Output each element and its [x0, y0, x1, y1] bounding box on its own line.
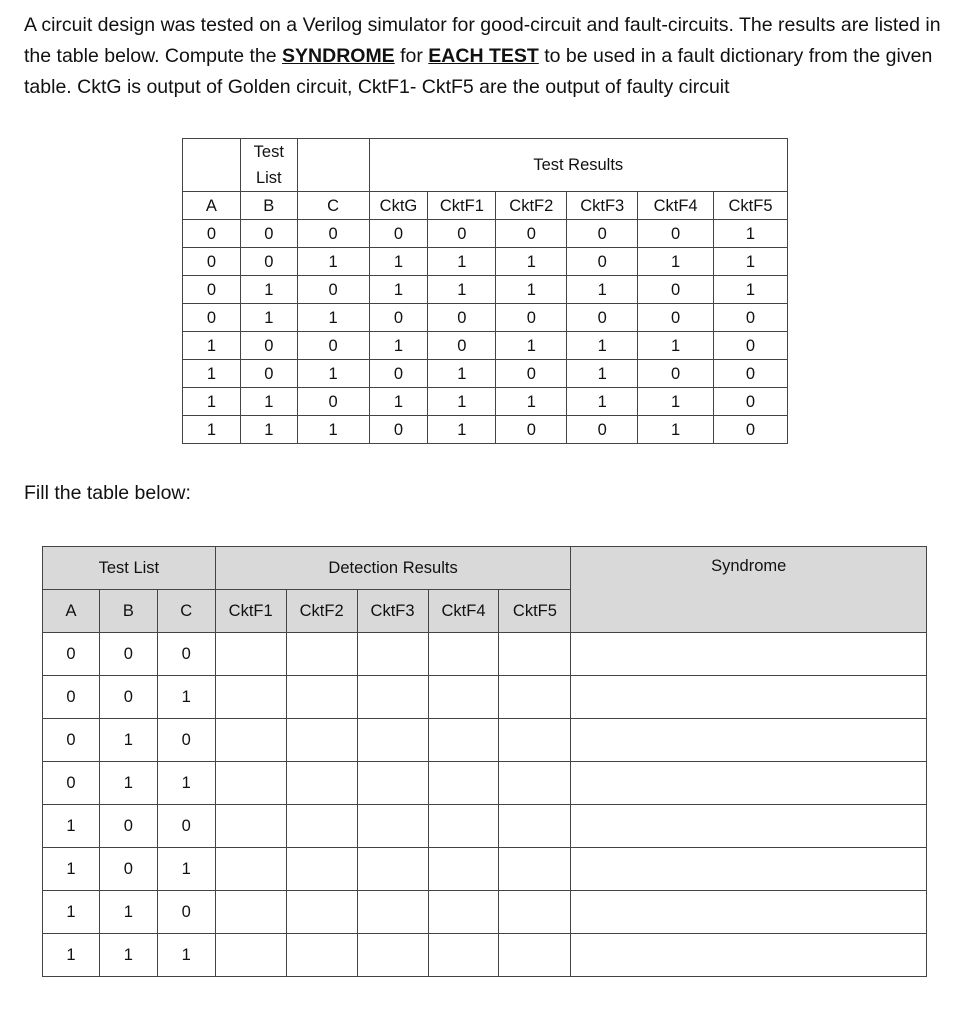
table-row — [43, 719, 927, 762]
table-cell: 1 — [183, 332, 241, 360]
syndrome-cell[interactable] — [571, 891, 927, 934]
test-list-group-header: Test List — [240, 139, 297, 192]
detection-cell-cktf3[interactable] — [357, 891, 428, 934]
syndrome-cell[interactable] — [571, 934, 927, 977]
group-header-row — [43, 547, 927, 590]
detection-cell-cktf3[interactable] — [357, 633, 428, 676]
table-cell: 0 — [714, 332, 788, 360]
table-row — [43, 633, 927, 676]
table-row — [43, 891, 927, 934]
table-cell: 0 — [369, 360, 428, 388]
column-header: C — [297, 192, 369, 220]
detection-cell-cktf2[interactable] — [286, 848, 357, 891]
table-cell: 0 — [183, 220, 241, 248]
detection-cell-cktf5[interactable] — [499, 762, 571, 805]
column-header: CktF5 — [499, 590, 571, 633]
syndrome-cell[interactable] — [571, 762, 927, 805]
table-cell: 1 — [428, 388, 496, 416]
detection-cell-cktf3[interactable] — [357, 934, 428, 977]
detection-cell-cktf2[interactable] — [286, 934, 357, 977]
table-cell: 0 — [567, 248, 638, 276]
table-cell: 0 — [428, 304, 496, 332]
detection-cell-cktf2[interactable] — [286, 891, 357, 934]
detection-cell-cktf4[interactable] — [428, 934, 499, 977]
table-cell: 1 — [369, 276, 428, 304]
detection-cell-cktf1[interactable] — [215, 934, 286, 977]
syndrome-cell[interactable] — [571, 633, 927, 676]
syndrome-cell[interactable] — [571, 676, 927, 719]
detection-cell-cktf5[interactable] — [499, 676, 571, 719]
table-cell: 0 — [240, 360, 297, 388]
table-cell: 1 — [297, 360, 369, 388]
detection-cell-cktf5[interactable] — [499, 805, 571, 848]
table-cell: 1 — [428, 276, 496, 304]
detection-cell-cktf1[interactable] — [215, 805, 286, 848]
table-cell: 0 — [638, 220, 714, 248]
table-cell: 0 — [240, 248, 297, 276]
table-cell: 1 — [297, 416, 369, 444]
syndrome-table — [42, 546, 927, 977]
column-header: B — [240, 192, 297, 220]
detection-cell-cktf1[interactable] — [215, 676, 286, 719]
table-row — [183, 276, 788, 304]
table-cell: 0 — [428, 220, 496, 248]
detection-cell-cktf5[interactable] — [499, 934, 571, 977]
table-cell: 1 — [297, 304, 369, 332]
table-cell: 1 — [99, 891, 157, 934]
syndrome-emphasis: SYNDROME — [282, 45, 395, 67]
table-cell: 0 — [157, 805, 215, 848]
table-cell: 0 — [99, 676, 157, 719]
table-cell: 0 — [369, 304, 428, 332]
table-cell: 0 — [714, 416, 788, 444]
table-cell: 0 — [297, 220, 369, 248]
column-header: CktF1 — [428, 192, 496, 220]
table-cell: 1 — [240, 388, 297, 416]
table-row — [183, 416, 788, 444]
table-cell: 1 — [43, 891, 100, 934]
column-header-row — [183, 192, 788, 220]
table-cell: 1 — [496, 248, 567, 276]
test-list-group-header: Test List — [43, 547, 216, 590]
detection-cell-cktf4[interactable] — [428, 676, 499, 719]
table-cell: 1 — [638, 416, 714, 444]
table-cell: 0 — [240, 332, 297, 360]
detection-cell-cktf2[interactable] — [286, 805, 357, 848]
table-cell: 0 — [157, 891, 215, 934]
detection-cell-cktf1[interactable] — [215, 848, 286, 891]
table-cell: 1 — [183, 416, 241, 444]
table-cell: 1 — [496, 388, 567, 416]
table-cell: 1 — [428, 248, 496, 276]
column-header: A — [43, 590, 100, 633]
table-cell: 0 — [240, 220, 297, 248]
table-cell: 1 — [157, 848, 215, 891]
table-cell: 1 — [567, 360, 638, 388]
detection-cell-cktf1[interactable] — [215, 719, 286, 762]
table-cell: 1 — [428, 416, 496, 444]
table-row — [183, 220, 788, 248]
table-cell: 0 — [297, 276, 369, 304]
table-cell: 1 — [240, 416, 297, 444]
syndrome-cell[interactable] — [571, 719, 927, 762]
table-cell: 0 — [157, 633, 215, 676]
detection-cell-cktf4[interactable] — [428, 633, 499, 676]
table-cell: 1 — [157, 762, 215, 805]
table-cell: 1 — [714, 220, 788, 248]
detection-cell-cktf2[interactable] — [286, 719, 357, 762]
table-cell: 0 — [43, 633, 100, 676]
table-cell: 0 — [567, 416, 638, 444]
detection-cell-cktf3[interactable] — [357, 676, 428, 719]
table-cell: 0 — [714, 388, 788, 416]
detection-cell-cktf1[interactable] — [215, 891, 286, 934]
table-cell: 0 — [183, 248, 241, 276]
table-cell: 0 — [369, 220, 428, 248]
table-cell: 0 — [567, 220, 638, 248]
detection-cell-cktf4[interactable] — [428, 805, 499, 848]
table-cell: 0 — [183, 304, 241, 332]
detection-cell-cktf2[interactable] — [286, 676, 357, 719]
table-cell: 0 — [157, 719, 215, 762]
table-cell: 1 — [567, 332, 638, 360]
table-row — [43, 762, 927, 805]
table-cell: 0 — [496, 416, 567, 444]
table-row — [183, 360, 788, 388]
table-cell: 0 — [428, 332, 496, 360]
table-cell: 0 — [567, 304, 638, 332]
table-cell: 1 — [43, 805, 100, 848]
detection-cell-cktf2[interactable] — [286, 762, 357, 805]
detection-cell-cktf4[interactable] — [428, 762, 499, 805]
table-cell: 1 — [99, 934, 157, 977]
column-header: CktF4 — [638, 192, 714, 220]
table-cell: 1 — [99, 762, 157, 805]
each-test-emphasis: EACH TEST — [428, 45, 539, 67]
table-cell: 0 — [43, 719, 100, 762]
table-row — [43, 805, 927, 848]
table-cell: 1 — [496, 332, 567, 360]
syndrome-header: Syndrome — [571, 547, 927, 633]
test-results-table — [182, 138, 788, 444]
table-cell: 0 — [99, 848, 157, 891]
table-cell: 1 — [43, 934, 100, 977]
table-cell: 0 — [496, 220, 567, 248]
table-cell: 0 — [638, 304, 714, 332]
table-cell: 0 — [638, 276, 714, 304]
detection-cell-cktf3[interactable] — [357, 805, 428, 848]
table-cell: 1 — [369, 332, 428, 360]
table-cell: 1 — [99, 719, 157, 762]
table-cell: 1 — [369, 248, 428, 276]
table-cell: 1 — [369, 388, 428, 416]
table-cell: 1 — [428, 360, 496, 388]
table-cell: 0 — [297, 388, 369, 416]
detection-cell-cktf3[interactable] — [357, 719, 428, 762]
column-header: CktF3 — [567, 192, 638, 220]
table-cell: 0 — [638, 360, 714, 388]
column-header: CktF1 — [215, 590, 286, 633]
table-cell: 1 — [297, 248, 369, 276]
table-cell: 0 — [43, 676, 100, 719]
table-row — [43, 676, 927, 719]
test-results-group-header: Test Results — [369, 139, 787, 192]
table-row — [183, 388, 788, 416]
detection-cell-cktf5[interactable] — [499, 848, 571, 891]
table-cell: 1 — [638, 388, 714, 416]
table-cell: 1 — [43, 848, 100, 891]
table-cell: 1 — [496, 276, 567, 304]
table-cell: 1 — [567, 388, 638, 416]
table-cell: 0 — [496, 360, 567, 388]
column-header: B — [99, 590, 157, 633]
table-cell: 1 — [240, 304, 297, 332]
column-header: CktF5 — [714, 192, 788, 220]
table-row — [183, 304, 788, 332]
table-cell: 0 — [297, 332, 369, 360]
table-cell: 0 — [183, 276, 241, 304]
column-header: CktG — [369, 192, 428, 220]
table-cell: 0 — [496, 304, 567, 332]
column-header: A — [183, 192, 241, 220]
fill-instruction: Fill the table below: — [24, 482, 191, 504]
detection-cell-cktf5[interactable] — [499, 891, 571, 934]
detection-cell-cktf3[interactable] — [357, 848, 428, 891]
syndrome-cell[interactable] — [571, 848, 927, 891]
column-header: CktF2 — [496, 192, 567, 220]
detection-cell-cktf2[interactable] — [286, 633, 357, 676]
table-row — [183, 248, 788, 276]
detection-cell-cktf1[interactable] — [215, 633, 286, 676]
table-cell: 0 — [43, 762, 100, 805]
table-cell: 0 — [714, 304, 788, 332]
problem-statement: A circuit design was tested on a Verilog simulator for good-circuit and fault-circuits. The results are listed in the table below. Compute the SYNDROME for EACH TEST to be used in a fault dictionary from the given table. CktG is output of Golden circuit, CktF1- CktF5 are the output of faulty circuit — [24, 14, 941, 98]
detection-cell-cktf5[interactable] — [499, 719, 571, 762]
detection-cell-cktf3[interactable] — [357, 762, 428, 805]
table-cell: 0 — [99, 633, 157, 676]
detection-cell-cktf4[interactable] — [428, 891, 499, 934]
table-cell: 1 — [638, 332, 714, 360]
table-cell: 1 — [157, 934, 215, 977]
detection-results-group-header: Detection Results — [215, 547, 571, 590]
table-cell: 1 — [157, 676, 215, 719]
detection-cell-cktf4[interactable] — [428, 719, 499, 762]
detection-cell-cktf1[interactable] — [215, 762, 286, 805]
table-cell: 1 — [714, 248, 788, 276]
table-cell: 1 — [638, 248, 714, 276]
table-cell: 0 — [99, 805, 157, 848]
table-cell: 1 — [183, 388, 241, 416]
column-header: CktF4 — [428, 590, 499, 633]
table-cell: 1 — [240, 276, 297, 304]
detection-cell-cktf4[interactable] — [428, 848, 499, 891]
column-header: CktF3 — [357, 590, 428, 633]
column-header: CktF2 — [286, 590, 357, 633]
column-header: C — [157, 590, 215, 633]
table-row — [43, 848, 927, 891]
table-cell: 1 — [183, 360, 241, 388]
table-row — [183, 332, 788, 360]
table-cell: 1 — [567, 276, 638, 304]
table-row — [43, 934, 927, 977]
table-cell: 0 — [714, 360, 788, 388]
table-cell: 1 — [714, 276, 788, 304]
syndrome-cell[interactable] — [571, 805, 927, 848]
table-cell: 0 — [369, 416, 428, 444]
detection-cell-cktf5[interactable] — [499, 633, 571, 676]
group-header-row — [183, 139, 788, 192]
